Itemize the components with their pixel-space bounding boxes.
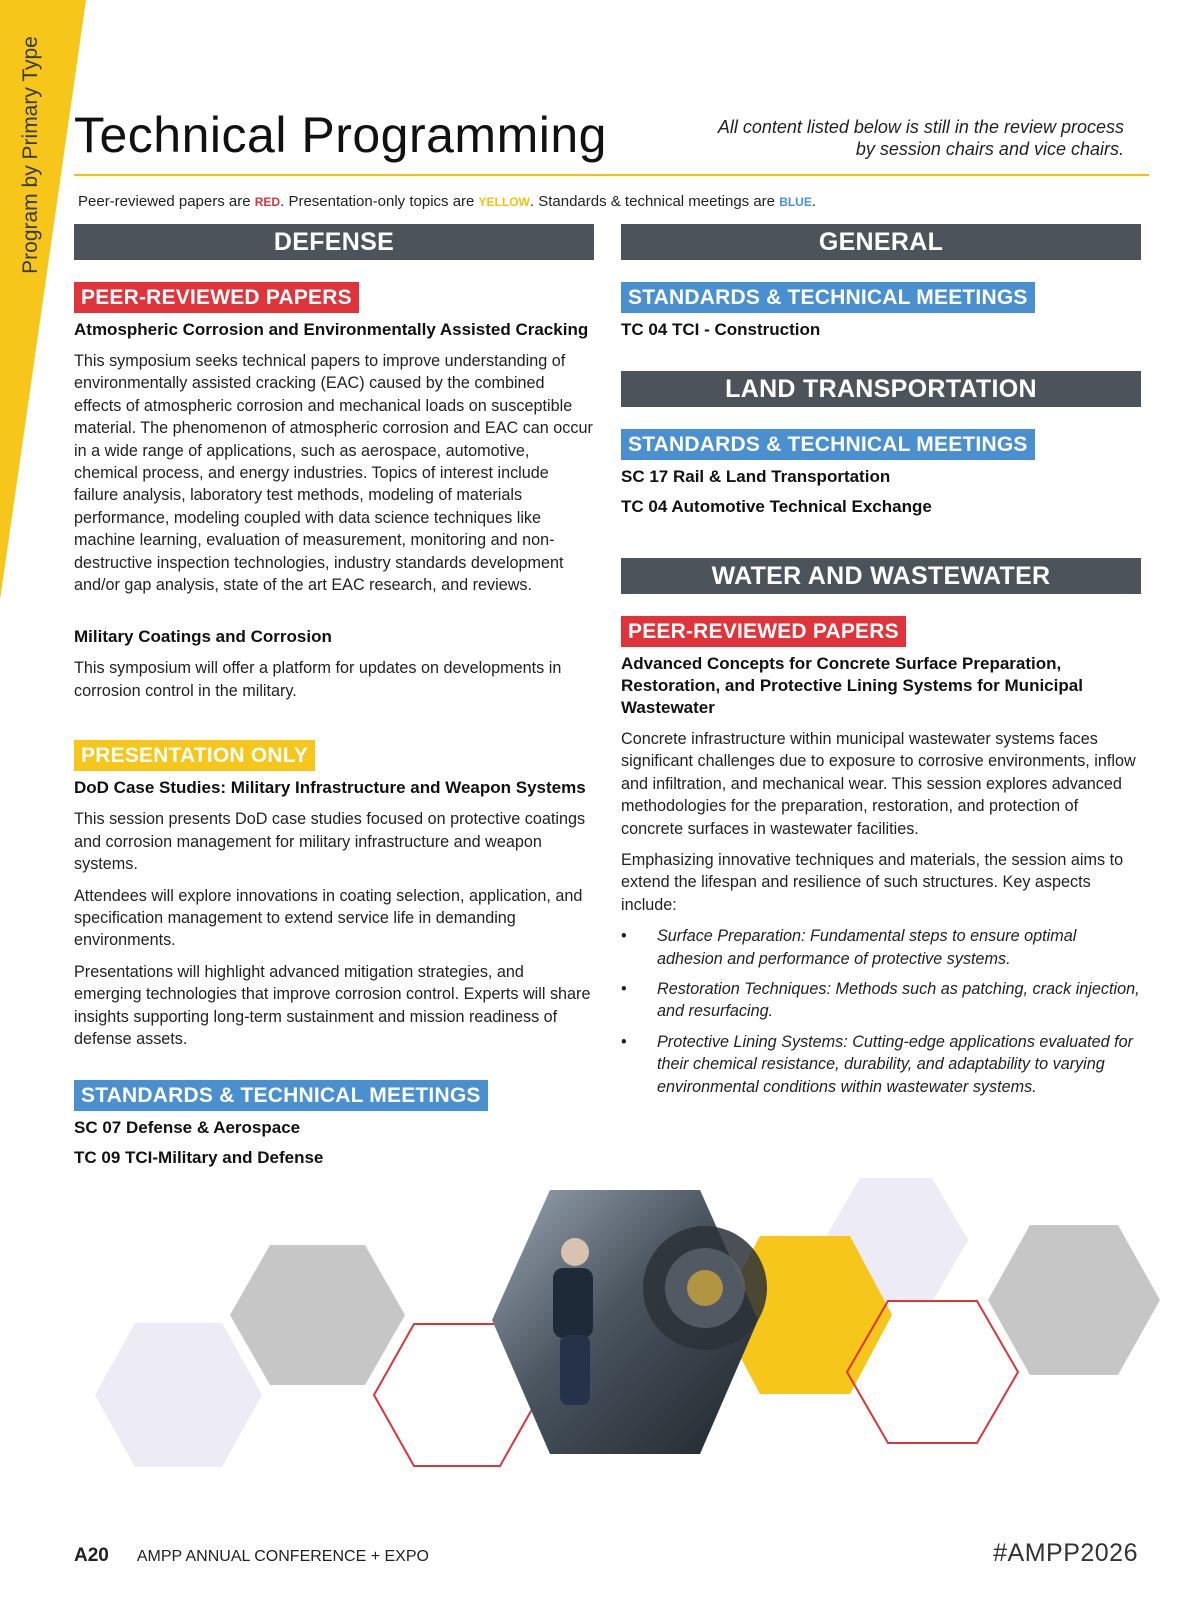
presentation-paragraph: Attendees will explore innovations in coating selection, application, and specification management to extend service life in demanding environments.	[74, 886, 583, 950]
list-item: • Protective Lining Systems: Cutting-edge applications evaluated for their chemical resistance, durability, and adaptability to varying environmental conditions within wastewater systems.	[621, 1032, 1133, 1096]
standards-meetings-tag: STANDARDS & TECHNICAL MEETINGS	[621, 282, 1035, 313]
hashtag: #AMPP2026	[993, 1539, 1138, 1567]
hexagon-lavender	[95, 1323, 262, 1467]
section-heading-water-wastewater: WATER AND WASTEWATER	[621, 558, 1141, 594]
presentation-paragraph: This session presents DoD case studies focused on protective coatings and corrosion management for military infrastructure and weapon systems.	[74, 810, 586, 874]
meeting-item: TC 04 Automotive Technical Exchange	[621, 497, 932, 516]
footer	[74, 1545, 429, 1567]
right-column	[621, 224, 1141, 1106]
paper-paragraph: Concrete infrastructure within municipal wastewater systems faces significant challenges due to exposure to corrosive environments, inflow and infiltration, and mechanical wear. This session explores advanced methodologies for the preparation, restoration, and protection of concrete surfaces in wastewater facilities.	[621, 730, 1136, 838]
presentation-paragraph: Presentations will highlight advanced mitigation strategies, and emerging technologies that improve corrosion control. Experts will share insights supporting long-term sustainment and mission readiness of defense assets.	[74, 962, 591, 1048]
paper-paragraph: Emphasizing innovative techniques and materials, the session aims to extend the lifespan and resilience of such structures. Key aspects include:	[621, 851, 1124, 914]
worker-head	[561, 1238, 589, 1266]
presentation-title: DoD Case Studies: Military Infrastructure and Weapon Systems	[74, 778, 586, 798]
paper-title: Advanced Concepts for Concrete Surface Preparation, Restoration, and Protective Lining Systems for Municipal Wastewater	[621, 654, 1083, 717]
meeting-item: TC 09 TCI-Military and Defense	[74, 1148, 324, 1168]
paper-title: Military Coatings and Corrosion	[74, 627, 332, 647]
presentation-only-tag: PRESENTATION ONLY	[74, 740, 315, 771]
worker-body	[553, 1268, 593, 1338]
hexagon-graphic	[0, 1170, 1200, 1530]
worker-legs	[560, 1335, 590, 1405]
section-heading-general: GENERAL	[621, 224, 1141, 260]
key-aspects-list	[621, 925, 1141, 1098]
review-note: All content listed below is still in the review process by session chairs and vice chairs.	[717, 117, 1124, 159]
color-legend: Peer-reviewed papers are RED. Presentation-only topics are YELLOW. Standards & technical meetings are BLUE.	[78, 193, 817, 210]
defense-column	[74, 224, 594, 1169]
peer-reviewed-tag: PEER-REVIEWED PAPERS	[621, 616, 906, 647]
side-tab-label: Program by Primary Type	[19, 36, 42, 274]
paper-title: Atmospheric Corrosion and Environmentally Assisted Cracking	[74, 320, 589, 339]
list-item: • Restoration Techniques: Methods such as patching, crack injection, and resurfacing.	[621, 980, 1140, 1021]
page-title: Technical Programming	[74, 107, 607, 163]
meeting-item: TC 04 TCI - Construction	[621, 320, 821, 339]
meeting-item: SC 07 Defense & Aerospace	[74, 1118, 301, 1138]
section-heading-defense: DEFENSE	[74, 224, 594, 260]
header-divider	[74, 174, 1149, 176]
standards-meetings-tag: STANDARDS & TECHNICAL MEETINGS	[74, 1080, 488, 1111]
hexagon-gray	[988, 1225, 1160, 1375]
engine-shape	[687, 1270, 723, 1306]
paper-description: This symposium will offer a platform for updates on developments in corrosion control in the military.	[74, 659, 562, 700]
paper-description: This symposium seeks technical papers to improve understanding of environmentally assisted cracking (EAC) caused by the combined effects of atmospheric corrosion and mechanical loads on susceptible material. The phenomenon of atmospheric corrosion and EAC can occur in a wide range of applications, such as aerospace, automotive, chemical process, and energy industries. Topics of interest include failure analysis, laboratory test methods, modeling of materials performance, modeling coupled with data science techniques like machine learning, evaluation of measurement, monitoring and non-destructive inspection technologies, industry standards development and/or gap analysis, state of the art EAC research, and reviews.	[74, 352, 593, 595]
section-heading-land-transportation: LAND TRANSPORTATION	[621, 371, 1141, 407]
legend-blue: BLUE	[779, 195, 812, 209]
standards-meetings-tag: STANDARDS & TECHNICAL MEETINGS	[621, 429, 1035, 460]
page-number: A20	[74, 1545, 109, 1566]
peer-reviewed-tag: PEER-REVIEWED PAPERS	[74, 282, 359, 313]
meeting-item: SC 17 Rail & Land Transportation	[621, 467, 891, 486]
legend-red: RED	[254, 195, 281, 209]
list-item: • Surface Preparation: Fundamental steps to ensure optimal adhesion and performance of protective systems.	[621, 927, 1077, 968]
legend-yellow: YELLOW	[478, 195, 530, 209]
hexagon-gray	[230, 1245, 405, 1385]
event-name: AMPP ANNUAL CONFERENCE + EXPO	[136, 1548, 429, 1565]
